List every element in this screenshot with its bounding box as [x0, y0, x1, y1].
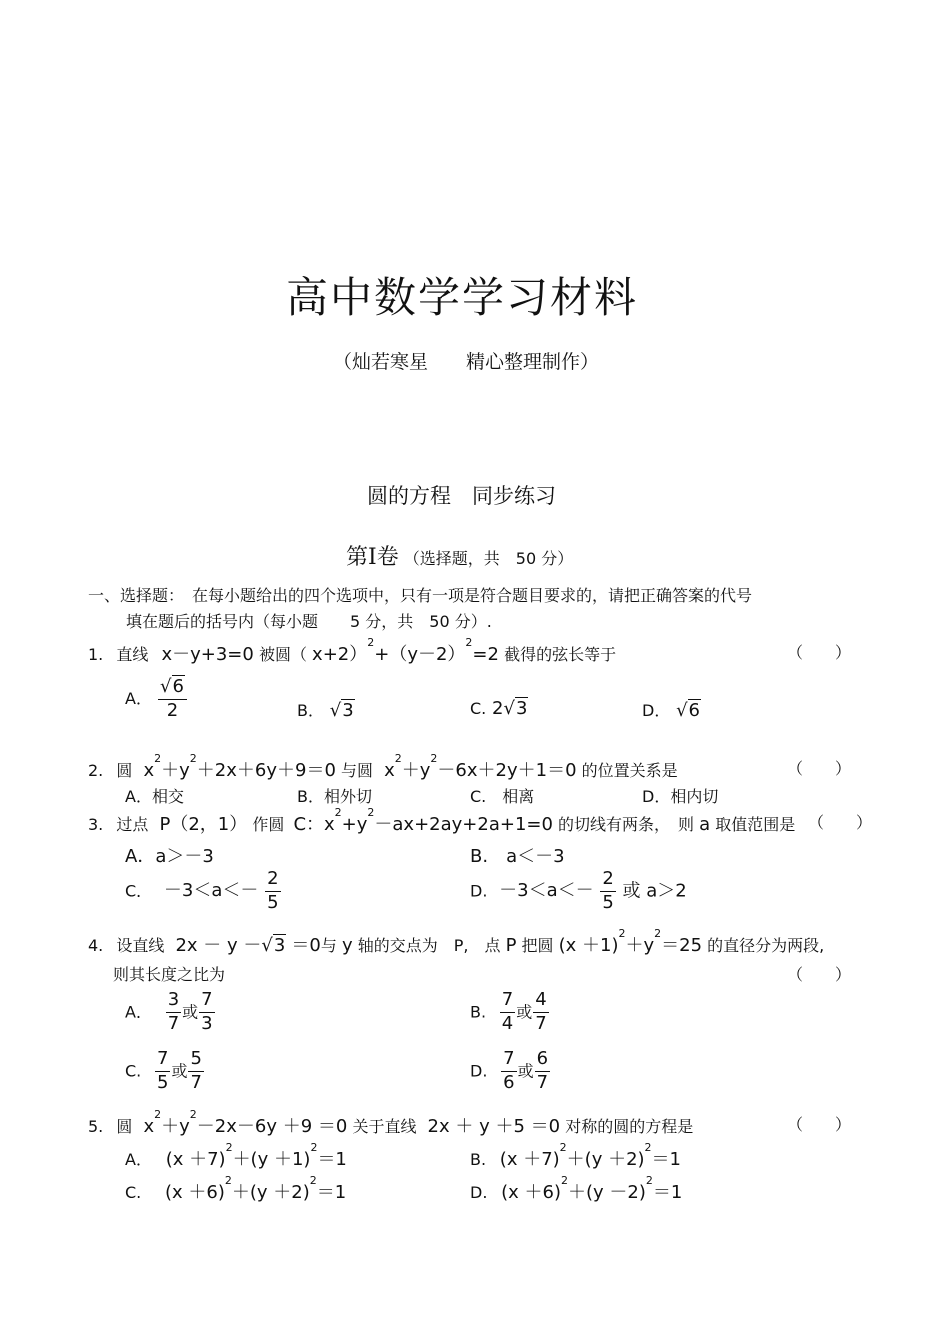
fraction: $\frac{7}{4}$: [501, 989, 514, 1034]
q1-text-b: 被圆（: [258, 645, 307, 664]
q4-option-d: D. $\frac{7}{6}$ 或 $\frac{6}{7}$: [470, 1048, 549, 1093]
q1-option-a: [125, 678, 188, 721]
fraction: $\frac{6}{7}$: [536, 1048, 549, 1093]
fraction: $\frac{2}{5}$: [267, 868, 279, 913]
q5-option-a: A． $(x +7)^2+(y +1)^2=1$: [125, 1141, 347, 1170]
question-2: 2. 圆 $x^2+y^2+2x+6y+9=0$ 与圆 $x^2+y^2-6x+2y+1=0$ 的位置关系是: [88, 752, 678, 781]
fraction: $\frac{7}{3}$: [201, 989, 213, 1034]
q3-option-b: B. a＜－3: [470, 846, 565, 867]
fraction: $\frac{3}{7}$: [167, 989, 180, 1034]
section-heading: 圆的方程 同步练习: [367, 484, 556, 508]
instructions-line-2: 填在题后的括号内（每小题 5 分，共 50 分）.: [126, 612, 492, 631]
instructions-line-1: 一、选择题： 在每小题给出的四个选项中，只有一项是符合题目要求的，请把正确答案的代号: [88, 586, 753, 605]
q5-option-b: B. $(x +7)^2+(y +2)^2=1$: [470, 1141, 681, 1170]
volume-note: （选择题，共 50 分）: [403, 549, 574, 568]
q1-text-a: 直线: [116, 645, 149, 664]
q1-eq3: +（y－2）: [374, 644, 466, 665]
question-4: 4. 设直线 2x － y －√3 ＝0与 y 轴的交点为 P, 点 P 把圆 $(x +1)^2+y^2=25$ 的直径分为两段,: [88, 927, 825, 956]
fraction: $\frac{√6}{2}$: [158, 678, 187, 721]
volume-label: 第Ⅰ卷: [346, 545, 399, 570]
fraction: $\frac{7}{6}$: [503, 1048, 515, 1093]
q1-option-c: C. 2√3: [470, 698, 528, 719]
volume-heading: [346, 540, 573, 571]
answer-bracket: （ ）: [787, 965, 852, 984]
sqrt-icon: √3: [503, 698, 528, 719]
fraction: $\frac{7}{5}$: [157, 1048, 169, 1093]
q2-option-d: D．相内切: [642, 787, 719, 806]
question-number: 2.: [88, 761, 104, 780]
page-subtitle: （灿若寒星 精心整理制作）: [333, 351, 600, 373]
question-1: [88, 636, 617, 666]
sqrt-icon: √6: [160, 676, 184, 697]
q3-option-d: D. －3＜a＜－ $\frac{2}{5}$ 或 a＞2: [470, 868, 687, 913]
q2-option-a: A．相交: [125, 787, 184, 806]
option-label: A．: [125, 688, 152, 708]
question-number: 4.: [88, 936, 104, 955]
q4-option-b: B. $\frac{7}{4}$ 或 $\frac{4}{7}$: [470, 989, 547, 1034]
q5-option-d: D. $(x +6)^2+(y -2)^2=1$: [470, 1174, 683, 1203]
q4-option-c: C. $\frac{7}{5}$ 或 $\frac{5}{7}$: [125, 1048, 202, 1093]
q5-option-c: C. $(x +6)^2+(y +2)^2=1$: [125, 1174, 347, 1203]
fraction: $\frac{2}{5}$: [602, 868, 614, 913]
question-number: 3.: [88, 815, 104, 834]
fraction: $\frac{4}{7}$: [535, 989, 547, 1034]
q1-option-d: D． √6: [642, 700, 700, 721]
page-title: 高中数学学习材料: [286, 273, 639, 322]
question-5: 5. 圆 $x^2+y^2-2x-6y +9 =0$ 关于直线 2x ＋ y ＋5 ＝0 对称的圆的方程是: [88, 1108, 694, 1137]
question-number: 5.: [88, 1117, 104, 1136]
q1-sup-2: 2: [465, 636, 473, 649]
q4-option-a: A． $\frac{3}{7}$ 或 $\frac{7}{3}$: [125, 989, 213, 1034]
q1-eq1: x－y+3=0: [161, 644, 254, 665]
q4-text-f: 则其长度之比为: [113, 965, 226, 984]
sqrt-icon: √3: [329, 700, 354, 721]
q2-option-b: B．相外切: [297, 787, 372, 806]
q1-eq2: x+2）: [312, 644, 368, 665]
q3-option-c: C． －3＜a＜－ $\frac{2}{5}$: [125, 868, 279, 913]
question-number: 1.: [88, 645, 104, 664]
sqrt-icon: √3: [261, 935, 286, 956]
q1-eq4: =2: [472, 644, 499, 665]
fraction: $\frac{5}{7}$: [190, 1048, 202, 1093]
answer-bracket: （ ）: [808, 813, 873, 832]
answer-bracket: （ ）: [787, 1115, 852, 1134]
q1-sup-1: 2: [367, 636, 375, 649]
q1-text-c: 截得的弦长等于: [504, 645, 617, 664]
sqrt-icon: √6: [676, 700, 700, 721]
q1-option-b: B． √3: [297, 700, 354, 721]
q3-option-a: A．a＞－3: [125, 846, 214, 867]
answer-bracket: （ ）: [787, 759, 852, 778]
q2-option-c: C. 相离: [470, 787, 535, 806]
answer-bracket: （ ）: [787, 643, 852, 662]
question-3: 3. 过点 P（2，1） 作圆 C：$x^2+y^2-ax+2ay+2a+1=0$ 的切线有两条， 则 a 取值范围是: [88, 806, 796, 835]
